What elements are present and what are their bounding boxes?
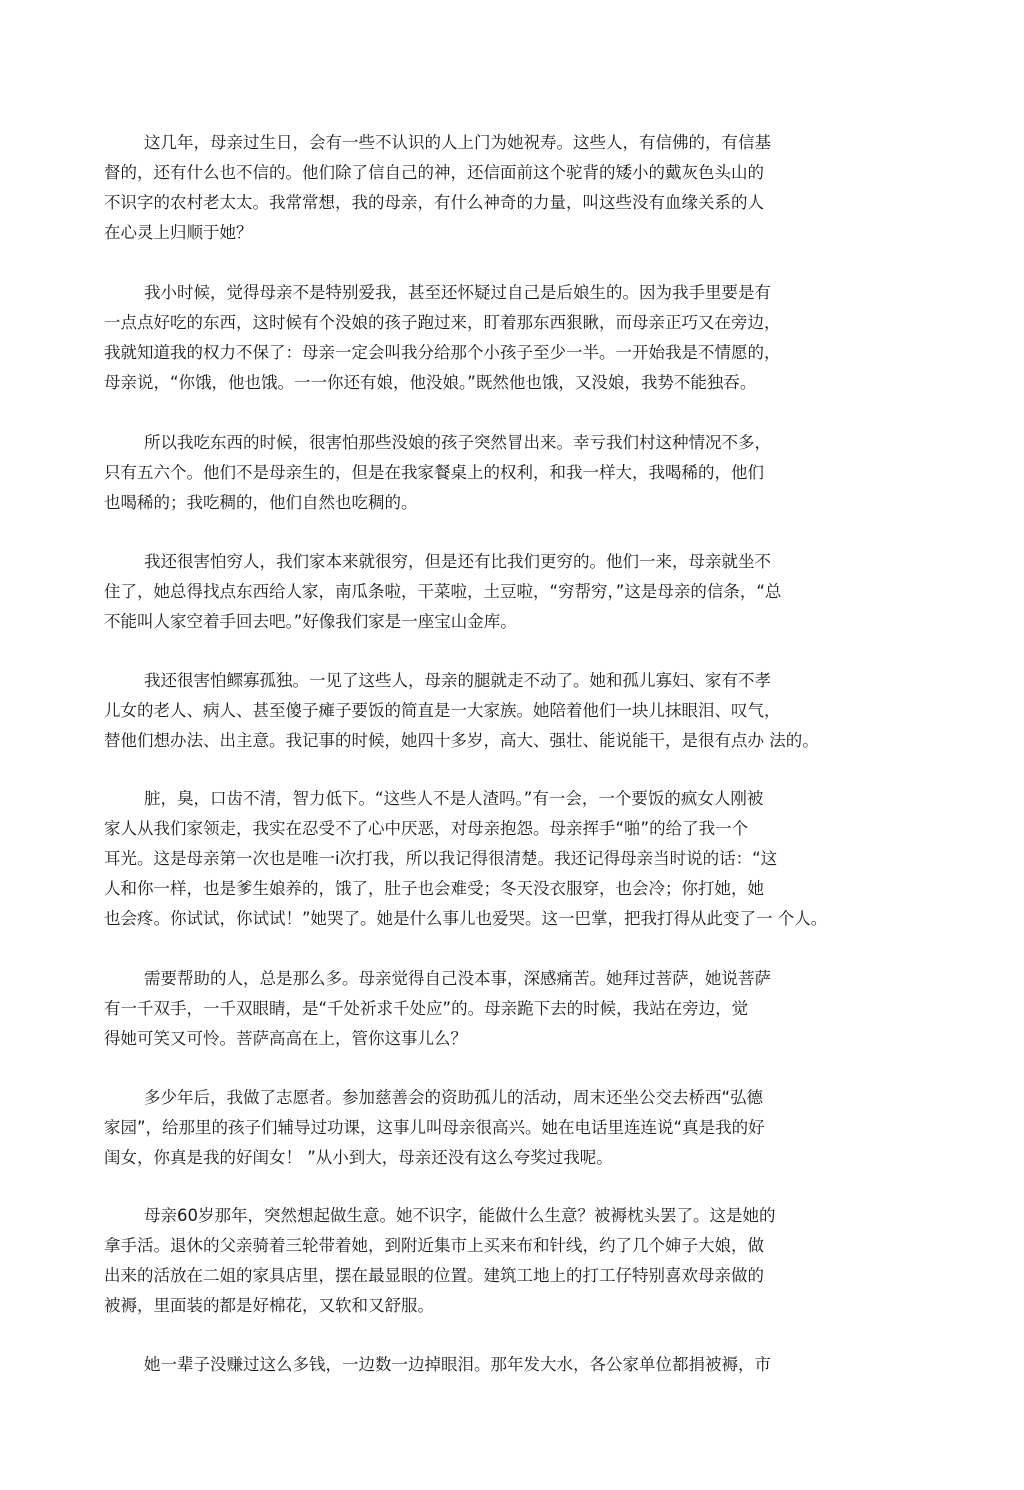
text-line: 母亲60岁那年，突然想起做生意。她不识字，能做什么生意？被褥枕头罢了。这是她的 bbox=[144, 1206, 776, 1225]
paragraph-10 bbox=[104, 1350, 771, 1380]
text-line: 被褥，里面装的都是好棉花，又软和又舒服。 bbox=[104, 1296, 434, 1315]
text-line: 脏，臭，口齿不清，智力低下。“这些人不是人渣吗。”有一会，一个要饭的疯女人刚被 bbox=[144, 789, 764, 808]
text-line: 儿女的老人、病人、甚至傻子瘫子要饭的简直是一大家族。她陪着他们一块儿抹眼泪、叹气， bbox=[104, 701, 781, 720]
paragraph-1 bbox=[104, 128, 771, 248]
text-line: 也会疼。你试试，你试试！”她哭了。她是什么事儿也爱哭。这一巴掌，把我打得从此变了一 个人。 bbox=[104, 909, 828, 928]
paragraph-4 bbox=[104, 547, 781, 637]
text-line: 不识字的农村老太太。我常常想，我的母亲，有什么神奇的力量，叫这些没有血缘关系的人 bbox=[104, 193, 764, 212]
text-line: 闺女，你真是我的好闺女！ ”从小到大，母亲还没有这么夸奖过我呢。 bbox=[104, 1148, 613, 1167]
paragraph-6 bbox=[104, 784, 827, 934]
text-line: 家园”，给那里的孩子们辅导过功课，这事儿叫母亲很高兴。她在电话里连连说“真是我的好 bbox=[104, 1118, 765, 1137]
text-line: 家人从我们家领走，我实在忍受不了心中厌恶，对母亲抱怨。母亲挥手“啪”的给了我一个 bbox=[104, 819, 749, 838]
text-line: 一点点好吃的东西，这时候有个没娘的孩子跑过来，盯着那东西狠瞅，而母亲正巧又在旁边， bbox=[104, 313, 781, 332]
paragraph-3 bbox=[104, 428, 771, 518]
text-line: 出来的活放在二姐的家具店里，摆在最显眼的位置。建筑工地上的打工仔特别喜欢母亲做的 bbox=[104, 1266, 764, 1285]
text-line: 督的，还有什么也不信的。他们除了信自己的神，还信面前这个驼背的矮小的戴灰色头山的 bbox=[104, 163, 764, 182]
paragraph-9 bbox=[104, 1201, 776, 1321]
text-line: 只有五六个。他们不是母亲生的，但是在我家餐桌上的权利，和我一样大，我喝稀的，他们 bbox=[104, 463, 764, 482]
paragraph-2 bbox=[104, 278, 781, 398]
text-line: 我就知道我的权力不保了：母亲一定会叫我分给那个小孩子至少一半。一开始我是不情愿的， bbox=[104, 343, 781, 362]
text-line: 这几年，母亲过生日，会有一些不认识的人上门为她祝寿。这些人，有信佛的，有信基 bbox=[144, 133, 771, 152]
paragraph-8 bbox=[104, 1083, 765, 1173]
text-line: 在心灵上归顺于她？ bbox=[104, 223, 253, 242]
text-line: 耳光。这是母亲第一次也是唯一i次打我，所以我记得很清楚。我还记得母亲当时说的话：“这 bbox=[104, 849, 778, 868]
text-line: 替他们想办法、出主意。我记事的时候，她四十多岁，高大、强壮、能说能干，是很有点办 法的。 bbox=[104, 731, 819, 750]
text-line: 我还很害怕鳏寡孤独。一见了这些人，母亲的腿就走不动了。她和孤儿寡妇、家有不孝 bbox=[144, 671, 771, 690]
text-line: 多少年后，我做了志愿者。参加慈善会的资助孤儿的活动，周末还坐公交去桥西“弘德 bbox=[144, 1088, 764, 1107]
text-line: 得她可笑又可怜。菩萨高高在上，管你这事儿么？ bbox=[104, 1029, 467, 1048]
paragraph-5 bbox=[104, 666, 819, 756]
text-line: 也喝稀的；我吃稠的，他们自然也吃稠的。 bbox=[104, 493, 418, 512]
paragraph-7 bbox=[104, 964, 771, 1054]
text-line: 有一千双手，一千双眼睛，是“千处祈求千处应”的。母亲跪下去的时候，我站在旁边，觉 bbox=[104, 999, 749, 1018]
text-line: 人和你一样，也是爹生娘养的，饿了，肚子也会难受；冬天没衣服穿，也会冷；你打她，她 bbox=[104, 879, 764, 898]
text-line: 我还很害怕穷人，我们家本来就很穷，但是还有比我们更穷的。他们一来，母亲就坐不 bbox=[144, 552, 771, 571]
text-line: 所以我吃东西的时候，很害怕那些没娘的孩子突然冒出来。幸亏我们村这种情况不多， bbox=[144, 433, 771, 452]
text-line: 我小时候，觉得母亲不是特别爱我，甚至还怀疑过自己是后娘生的。因为我手里要是有 bbox=[144, 283, 771, 302]
text-line: 需要帮助的人，总是那么多。母亲觉得自己没本事，深感痛苦。她拜过菩萨，她说菩萨 bbox=[144, 969, 771, 988]
text-line: 拿手活。退休的父亲骑着三轮带着她，到附近集市上买来布和针线，约了几个婶子大娘，做 bbox=[104, 1236, 764, 1255]
text-line: 住了，她总得找点东西给人家，南瓜条啦，干菜啦，土豆啦，“穷帮穷，”这是母亲的信条，“总 bbox=[104, 582, 782, 601]
text-line: 她一辈子没赚过这么多钱，一边数一边掉眼泪。那年发大水，各公家单位都捐被褥，市 bbox=[144, 1355, 771, 1374]
text-line: 母亲说，“你饿，他也饿。一一你还有娘，他没娘。”既然他也饿，又没娘，我势不能独吞。 bbox=[104, 373, 757, 392]
text-line: 不能叫人家空着手回去吧。”好像我们家是一座宝山金库。 bbox=[104, 612, 517, 631]
